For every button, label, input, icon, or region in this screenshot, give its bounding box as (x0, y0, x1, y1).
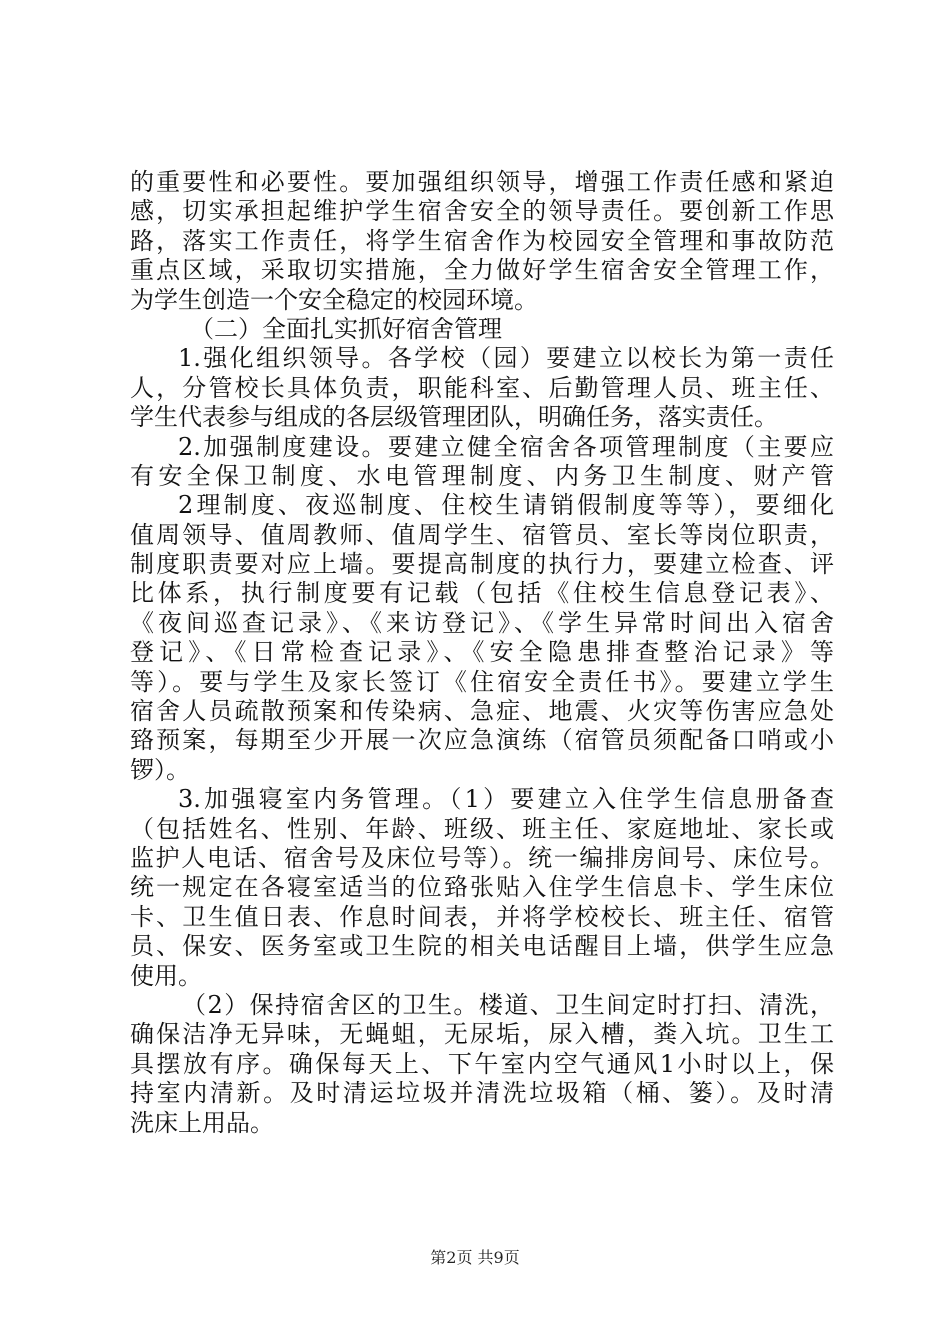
text-line: 感，切实承担起维护学生宿舍安全的领导责任。要创新工作思 (130, 197, 834, 226)
text-line: 登记》、《日常检查记录》、《安全隐患排查整治记录》等 (130, 638, 834, 667)
document-body (130, 168, 834, 1138)
text-line: 3.加强寝室内务管理。（1）要建立入住学生信息册备查 (178, 785, 834, 814)
text-line: 值周领导、值周教师、值周学生、宿管员、室长等岗位职责， (130, 520, 834, 549)
text-line: （包括姓名、性别、年龄、班级、班主任、家庭地址、家长或 (130, 814, 834, 843)
text-line: 洗床上用品。 (130, 1108, 274, 1137)
text-line: 具摆放有序。确保每天上、下午室内空气通风1小时以上，保 (130, 1049, 834, 1078)
text-line: 员、保安、医务室或卫生院的相关电话醒目上墙，供学生应急 (130, 932, 834, 961)
text-line: 监护人电话、宿舍号及床位号等）。统一编排房间号、床位号。 (130, 843, 834, 872)
text-line: 确保洁净无异味，无蝇蛆，无尿垢，尿入槽，粪入坑。卫生工 (130, 1020, 834, 1049)
text-line: 使用。 (130, 961, 202, 990)
text-line: 宿舍人员疏散预案和传染病、急症、地震、火灾等伤害应急处 (130, 697, 834, 726)
text-line: 路，落实工作责任，将学生宿舍作为校园安全管理和事故防范 (130, 226, 834, 255)
text-line: 锣）。 (130, 755, 190, 784)
text-line: 卡、卫生值日表、作息时间表，并将学校校长、班主任、宿管 (130, 902, 834, 931)
text-line: 为学生创造一个安全稳定的校园环境。 (130, 285, 538, 314)
text-line: 统一规定在各寝室适当的位臵张贴入住学生信息卡、学生床位 (130, 873, 834, 902)
page-number-footer: 第2页 共9页 (430, 1248, 520, 1267)
text-line: 臵预案，每期至少开展一次应急演练（宿管员须配备口哨或小 (130, 726, 834, 755)
text-line: 比体系，执行制度要有记载（包括《住校生信息登记表》、 (130, 579, 834, 608)
text-line: 1.强化组织领导。各学校（园）要建立以校长为第一责任 (178, 344, 834, 373)
text-line: 2理制度、夜巡制度、住校生请销假制度等等），要细化 (178, 491, 834, 520)
text-line: 的重要性和必要性。要加强组织领导，增强工作责任感和紧迫 (130, 168, 834, 196)
text-line: 重点区域，采取切实措施，全力做好学生宿舍安全管理工作， (130, 256, 834, 285)
text-line: （2）保持宿舍区的卫生。楼道、卫生间定时打扫、清洗， (182, 990, 834, 1019)
text-line: 制度职责要对应上墙。要提高制度的执行力，要建立检查、评 (130, 550, 834, 579)
text-line: 学生代表参与组成的各层级管理团队，明确任务，落实责任。 (130, 403, 778, 432)
text-line: 等）。要与学生及家长签订《住宿安全责任书》。要建立学生 (130, 667, 834, 696)
text-line: 2.加强制度建设。要建立健全宿舍各项管理制度（主要应 (178, 432, 834, 461)
text-line: 《夜间巡查记录》、《来访登记》、《学生异常时间出入宿舍 (130, 608, 834, 637)
text-line: 持室内清新。及时清运垃圾并清洗垃圾箱（桶、篓）。及时清 (130, 1079, 834, 1108)
text-line: 有安全保卫制度、水电管理制度、内务卫生制度、财产管 (130, 461, 834, 490)
section-heading: （二）全面扎实抓好宿舍管理 (190, 314, 502, 343)
text-line: 人，分管校长具体负责，职能科室、后勤管理人员、班主任、 (130, 373, 834, 402)
